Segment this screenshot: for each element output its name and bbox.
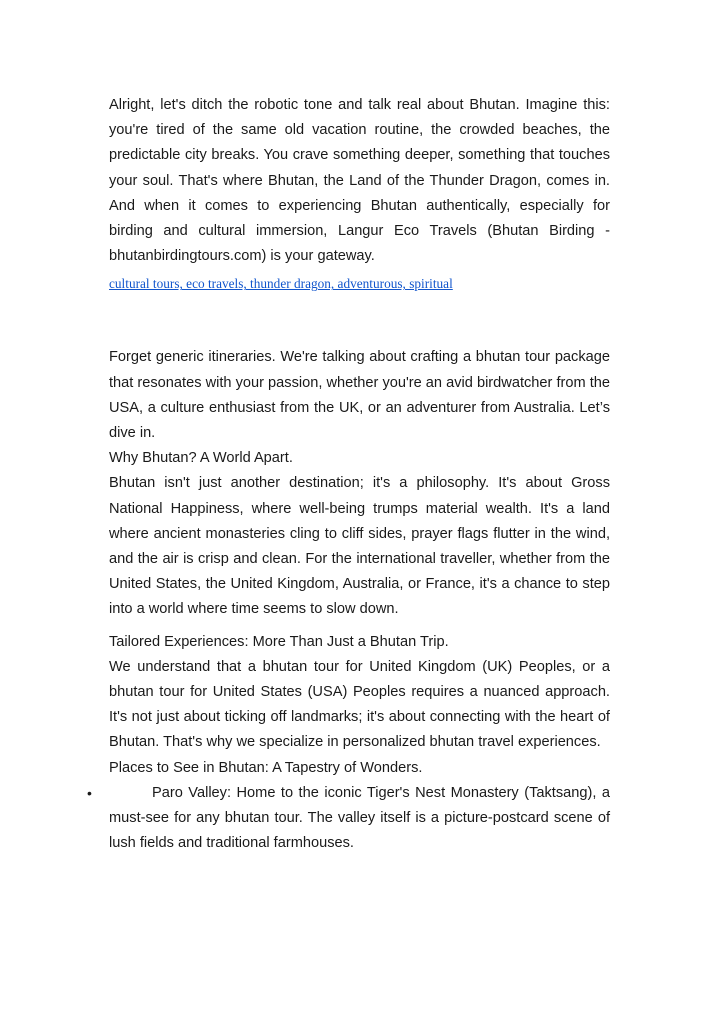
- tailored-heading: Tailored Experiences: More Than Just a Bhutan Trip.: [109, 633, 449, 650]
- why-paragraph: Bhutan isn't just another destination; it's a philosophy. It's about Gross National Happiness, where well-being trumps material wealth. It's a land where ancient monasteries cling to cliff sides, prayer flags flutter in the wind, and the air is crisp and clean. For the international traveller, whether from the United States, the United Kingdom, Australia, or France, it's a chance to step into a world where time seems to slow down.: [109, 475, 610, 618]
- list-item: [87, 781, 610, 857]
- intro-paragraph: Alright, let's ditch the robotic tone and talk real about Bhutan. Imagine this: you're tired of the same old vacation routine, the crowded beaches, the predictable city breaks. You crave something deeper, something that touches your soul. That's where Bhutan, the Land of the Thunder Dragon, comes in. And when it comes to experiencing Bhutan authentically, especially for birding and cultural immersion, Langur Eco Travels (Bhutan Birding - bhutanbirdingtours.com) is your gateway.: [109, 97, 610, 265]
- paro-text: Paro Valley: Home to the iconic Tiger's Nest Monastery (Taktsang), a must-see for any bhutan tour. The valley itself is a picture-postcard scene of lush fields and traditional farmhouses.: [109, 784, 610, 852]
- document-body: [87, 93, 610, 856]
- bullet-icon: •: [87, 784, 92, 801]
- forget-paragraph: Forget generic itineraries. We're talking about crafting a bhutan tour package that resonates with your passion, whether you're an avid birdwatcher from the USA, a culture enthusiast from the UK, or an adventurer from Australia. Let’s dive in.: [109, 349, 610, 442]
- spacer: [109, 623, 610, 630]
- why-heading: Why Bhutan? A World Apart.: [109, 450, 293, 467]
- spacer: [109, 293, 610, 345]
- tailored-paragraph: We understand that a bhutan tour for United Kingdom (UK) Peoples, or a bhutan tour for United States (USA) Peoples requires a nuanced approach. It's not just about ticking off landmarks; it's about connecting with the heart of Bhutan. That's why we specialize in personalized bhutan travel experiences.: [109, 658, 610, 751]
- places-heading: Places to See in Bhutan: A Tapestry of Wonders.: [109, 759, 423, 776]
- tags-link[interactable]: cultural tours, eco travels, thunder dragon, adventurous, spiritual: [109, 276, 453, 292]
- paro-paragraph: [109, 781, 610, 857]
